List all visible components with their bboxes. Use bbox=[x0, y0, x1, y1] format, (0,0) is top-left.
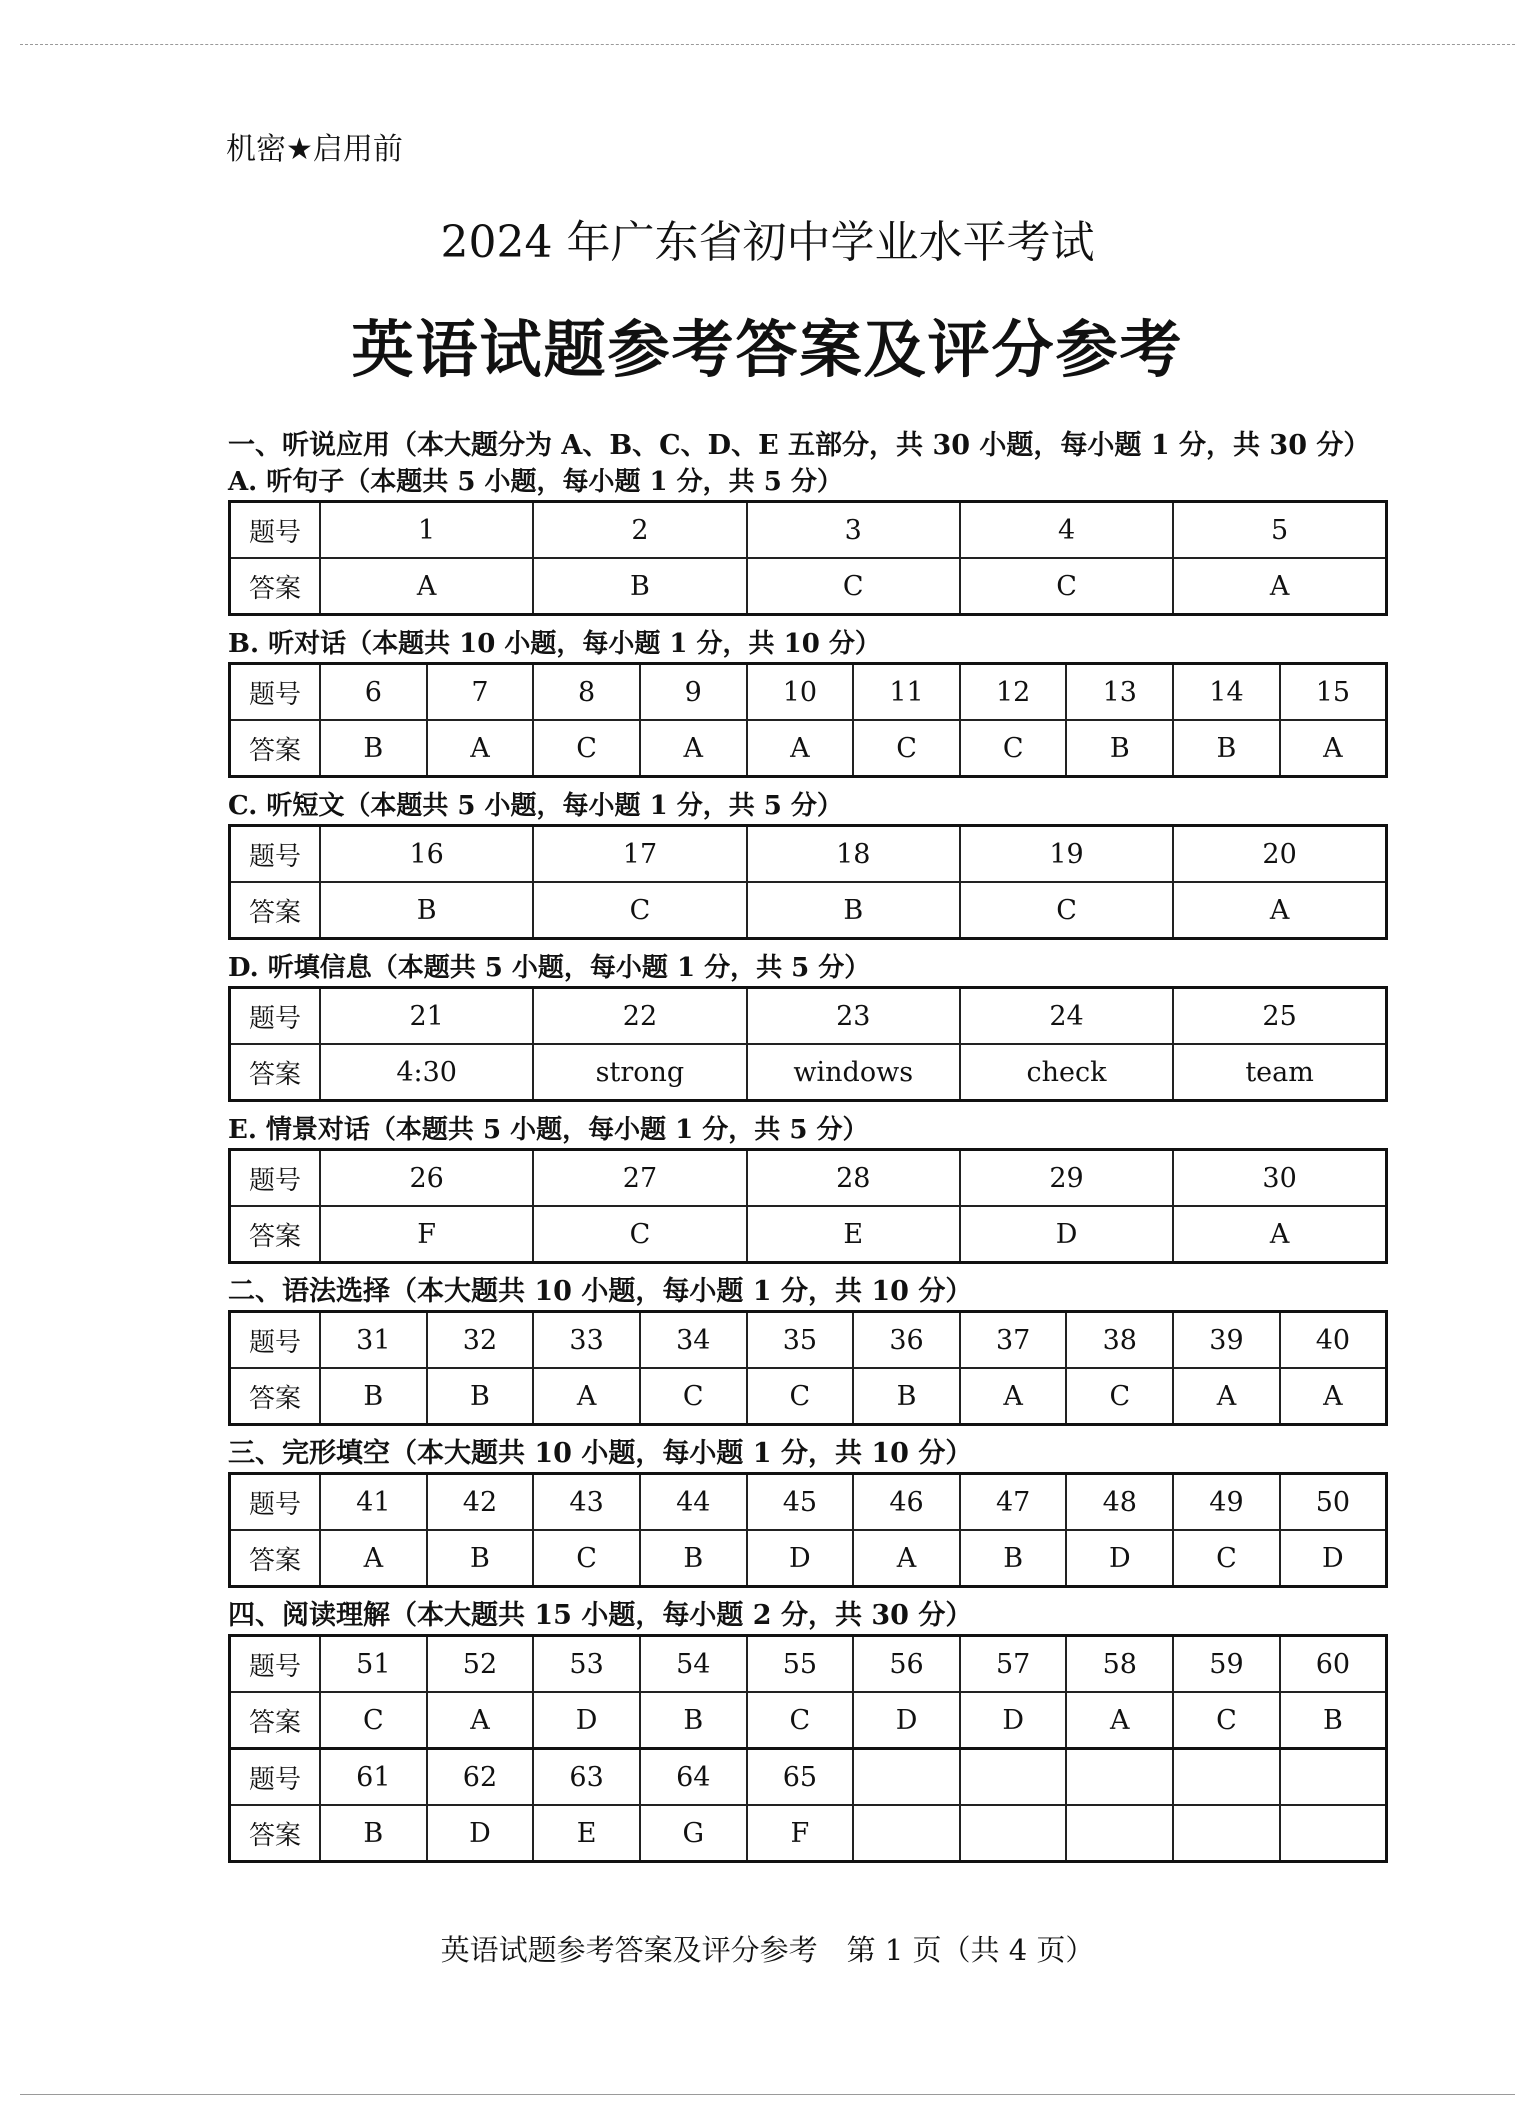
question-row bbox=[230, 1474, 1387, 1531]
row-label: 答案 bbox=[230, 882, 321, 939]
part-d-heading: D. 听填信息（本题共 5 小题，每小题 1 分，共 5 分） bbox=[228, 953, 871, 983]
answer-cell: C bbox=[1173, 1530, 1280, 1587]
row-label: 答案 bbox=[230, 1044, 321, 1101]
answer-row bbox=[230, 1044, 1387, 1101]
question-number-cell bbox=[960, 1749, 1067, 1806]
question-row bbox=[230, 1312, 1387, 1369]
row-label: 题号 bbox=[230, 664, 321, 721]
question-number-cell: 37 bbox=[960, 1312, 1067, 1369]
row-label: 题号 bbox=[230, 1749, 321, 1806]
question-number-cell: 1 bbox=[320, 502, 533, 559]
question-number-cell: 63 bbox=[533, 1749, 640, 1806]
answer-cell: A bbox=[1173, 1206, 1386, 1263]
question-number-cell: 34 bbox=[640, 1312, 747, 1369]
answer-cell: B bbox=[747, 882, 960, 939]
question-row bbox=[230, 988, 1387, 1045]
document-title: 英语试题参考答案及评分参考 bbox=[351, 313, 1184, 386]
answer-cell: F bbox=[320, 1206, 533, 1263]
question-number-cell: 53 bbox=[533, 1636, 640, 1693]
answer-cell: G bbox=[640, 1805, 747, 1862]
question-number-cell: 23 bbox=[747, 988, 960, 1045]
question-number-cell: 40 bbox=[1280, 1312, 1387, 1369]
answer-cell: A bbox=[320, 558, 533, 615]
question-number-cell: 43 bbox=[533, 1474, 640, 1531]
section-1-heading: 一、听说应用（本大题分为 A、B、C、D、E 五部分，共 30 小题，每小题 1 分，共 30 分） bbox=[228, 430, 1371, 461]
answer-cell: E bbox=[533, 1805, 640, 1862]
question-number-cell: 45 bbox=[747, 1474, 854, 1531]
answer-cell: B bbox=[1280, 1692, 1387, 1749]
question-number-cell: 19 bbox=[960, 826, 1173, 883]
row-label: 题号 bbox=[230, 1474, 321, 1531]
row-label: 题号 bbox=[230, 988, 321, 1045]
section-4-answer-table bbox=[228, 1634, 1388, 1863]
question-number-cell: 11 bbox=[853, 664, 960, 721]
answer-cell: D bbox=[1066, 1530, 1173, 1587]
answer-cell bbox=[1173, 1805, 1280, 1862]
answer-cell: 4:30 bbox=[320, 1044, 533, 1101]
section-2-heading: 二、语法选择（本大题共 10 小题，每小题 1 分，共 10 分） bbox=[228, 1276, 973, 1307]
question-number-cell: 60 bbox=[1280, 1636, 1387, 1693]
answer-cell: D bbox=[960, 1206, 1173, 1263]
top-scan-rule bbox=[20, 44, 1515, 45]
answer-cell: A bbox=[1280, 720, 1387, 777]
question-number-cell: 39 bbox=[1173, 1312, 1280, 1369]
question-number-cell: 13 bbox=[1066, 664, 1173, 721]
answer-cell: windows bbox=[747, 1044, 960, 1101]
part-d-answer-table bbox=[228, 986, 1388, 1102]
question-number-cell: 18 bbox=[747, 826, 960, 883]
question-number-cell: 25 bbox=[1173, 988, 1386, 1045]
row-label: 题号 bbox=[230, 826, 321, 883]
answer-cell: A bbox=[1066, 1692, 1173, 1749]
question-number-cell: 8 bbox=[533, 664, 640, 721]
question-number-cell: 58 bbox=[1066, 1636, 1173, 1693]
question-number-cell: 62 bbox=[427, 1749, 534, 1806]
question-number-cell: 38 bbox=[1066, 1312, 1173, 1369]
answer-cell: B bbox=[320, 882, 533, 939]
answer-cell bbox=[960, 1805, 1067, 1862]
answer-cell: B bbox=[640, 1692, 747, 1749]
row-label: 题号 bbox=[230, 502, 321, 559]
answer-cell: strong bbox=[533, 1044, 746, 1101]
confidential-label: 机密★启用前 bbox=[226, 132, 403, 167]
question-number-cell: 7 bbox=[427, 664, 534, 721]
answer-cell: C bbox=[533, 1530, 640, 1587]
question-number-cell: 22 bbox=[533, 988, 746, 1045]
part-b-heading: B. 听对话（本题共 10 小题，每小题 1 分，共 10 分） bbox=[228, 629, 881, 659]
answer-cell: A bbox=[533, 1368, 640, 1425]
answer-cell: C bbox=[853, 720, 960, 777]
row-label: 题号 bbox=[230, 1312, 321, 1369]
row-label: 答案 bbox=[230, 1692, 321, 1749]
question-number-cell: 24 bbox=[960, 988, 1173, 1045]
question-number-cell: 56 bbox=[853, 1636, 960, 1693]
answer-row bbox=[230, 1692, 1387, 1749]
answer-cell: D bbox=[427, 1805, 534, 1862]
section-2-answer-table bbox=[228, 1310, 1388, 1426]
question-number-cell: 10 bbox=[747, 664, 854, 721]
answer-cell bbox=[1066, 1805, 1173, 1862]
question-number-cell: 30 bbox=[1173, 1150, 1386, 1207]
answer-cell: D bbox=[1280, 1530, 1387, 1587]
part-e-heading: E. 情景对话（本题共 5 小题，每小题 1 分，共 5 分） bbox=[228, 1115, 869, 1145]
answer-cell: C bbox=[747, 1692, 854, 1749]
answer-cell: check bbox=[960, 1044, 1173, 1101]
answer-cell: team bbox=[1173, 1044, 1386, 1101]
answer-cell: F bbox=[747, 1805, 854, 1862]
question-row bbox=[230, 502, 1387, 559]
answer-cell: C bbox=[1066, 1368, 1173, 1425]
question-number-cell: 31 bbox=[320, 1312, 427, 1369]
answer-cell bbox=[853, 1805, 960, 1862]
question-number-cell: 48 bbox=[1066, 1474, 1173, 1531]
question-number-cell: 16 bbox=[320, 826, 533, 883]
answer-cell: C bbox=[533, 1206, 746, 1263]
answer-row bbox=[230, 1206, 1387, 1263]
row-label: 答案 bbox=[230, 720, 321, 777]
row-label: 答案 bbox=[230, 1805, 321, 1862]
question-row bbox=[230, 826, 1387, 883]
question-number-cell: 35 bbox=[747, 1312, 854, 1369]
answer-cell: B bbox=[853, 1368, 960, 1425]
part-a-answer-table bbox=[228, 500, 1388, 616]
answer-cell: A bbox=[640, 720, 747, 777]
answer-cell: A bbox=[1173, 558, 1386, 615]
answer-cell: C bbox=[960, 558, 1173, 615]
answer-row bbox=[230, 1530, 1387, 1587]
answer-cell: B bbox=[427, 1368, 534, 1425]
row-label: 答案 bbox=[230, 1368, 321, 1425]
question-number-cell: 9 bbox=[640, 664, 747, 721]
answer-cell: C bbox=[533, 720, 640, 777]
question-number-cell bbox=[853, 1749, 960, 1806]
answer-cell: A bbox=[1280, 1368, 1387, 1425]
question-number-cell: 49 bbox=[1173, 1474, 1280, 1531]
answer-cell: B bbox=[1173, 720, 1280, 777]
answer-content bbox=[228, 428, 1388, 1873]
bottom-scan-rule bbox=[20, 2094, 1515, 2095]
question-row bbox=[230, 1150, 1387, 1207]
question-number-cell: 6 bbox=[320, 664, 427, 721]
answer-row bbox=[230, 720, 1387, 777]
section-3-heading: 三、完形填空（本大题共 10 小题，每小题 1 分，共 10 分） bbox=[228, 1438, 973, 1469]
question-number-cell: 54 bbox=[640, 1636, 747, 1693]
answer-cell: D bbox=[960, 1692, 1067, 1749]
section-4-heading: 四、阅读理解（本大题共 15 小题，每小题 2 分，共 30 分） bbox=[228, 1600, 973, 1631]
row-label: 答案 bbox=[230, 558, 321, 615]
question-number-cell: 44 bbox=[640, 1474, 747, 1531]
answer-cell: A bbox=[427, 1692, 534, 1749]
question-row bbox=[230, 664, 1387, 721]
question-number-cell: 21 bbox=[320, 988, 533, 1045]
answer-cell: C bbox=[320, 1692, 427, 1749]
question-number-cell: 42 bbox=[427, 1474, 534, 1531]
answer-cell: A bbox=[1173, 1368, 1280, 1425]
question-number-cell: 15 bbox=[1280, 664, 1387, 721]
question-row bbox=[230, 1636, 1387, 1693]
question-number-cell: 20 bbox=[1173, 826, 1386, 883]
question-number-cell: 46 bbox=[853, 1474, 960, 1531]
answer-cell: B bbox=[640, 1530, 747, 1587]
question-number-cell: 64 bbox=[640, 1749, 747, 1806]
question-number-cell: 65 bbox=[747, 1749, 854, 1806]
question-number-cell: 57 bbox=[960, 1636, 1067, 1693]
question-number-cell: 51 bbox=[320, 1636, 427, 1693]
answer-cell: C bbox=[747, 558, 960, 615]
answer-cell: A bbox=[1173, 882, 1386, 939]
question-number-cell bbox=[1280, 1749, 1387, 1806]
question-number-cell bbox=[1173, 1749, 1280, 1806]
question-number-cell: 52 bbox=[427, 1636, 534, 1693]
answer-cell: B bbox=[320, 1805, 427, 1862]
answer-cell: A bbox=[427, 720, 534, 777]
answer-cell: B bbox=[1066, 720, 1173, 777]
question-number-cell: 32 bbox=[427, 1312, 534, 1369]
question-row bbox=[230, 1749, 1387, 1806]
section-3-answer-table bbox=[228, 1472, 1388, 1588]
question-number-cell: 2 bbox=[533, 502, 746, 559]
question-number-cell: 12 bbox=[960, 664, 1067, 721]
answer-cell: A bbox=[853, 1530, 960, 1587]
question-number-cell: 17 bbox=[533, 826, 746, 883]
part-c-heading: C. 听短文（本题共 5 小题，每小题 1 分，共 5 分） bbox=[228, 791, 843, 821]
row-label: 题号 bbox=[230, 1636, 321, 1693]
part-e-answer-table bbox=[228, 1148, 1388, 1264]
question-number-cell: 3 bbox=[747, 502, 960, 559]
question-number-cell: 28 bbox=[747, 1150, 960, 1207]
row-label: 答案 bbox=[230, 1530, 321, 1587]
question-number-cell: 33 bbox=[533, 1312, 640, 1369]
answer-cell: C bbox=[533, 882, 746, 939]
answer-cell: B bbox=[427, 1530, 534, 1587]
answer-cell: C bbox=[960, 882, 1173, 939]
answer-cell: B bbox=[320, 1368, 427, 1425]
question-number-cell: 36 bbox=[853, 1312, 960, 1369]
page-footer: 英语试题参考答案及评分参考 第 1 页（共 4 页） bbox=[440, 1933, 1095, 1967]
answer-cell: D bbox=[533, 1692, 640, 1749]
question-number-cell: 59 bbox=[1173, 1636, 1280, 1693]
answer-cell: A bbox=[960, 1368, 1067, 1425]
question-number-cell: 27 bbox=[533, 1150, 746, 1207]
question-number-cell: 50 bbox=[1280, 1474, 1387, 1531]
question-number-cell: 61 bbox=[320, 1749, 427, 1806]
answer-cell: A bbox=[747, 720, 854, 777]
answer-cell: B bbox=[320, 720, 427, 777]
answer-cell bbox=[1280, 1805, 1387, 1862]
answer-row bbox=[230, 558, 1387, 615]
part-a-heading: A. 听句子（本题共 5 小题，每小题 1 分，共 5 分） bbox=[228, 467, 843, 497]
answer-cell: C bbox=[960, 720, 1067, 777]
question-number-cell: 26 bbox=[320, 1150, 533, 1207]
row-label: 题号 bbox=[230, 1150, 321, 1207]
question-number-cell: 55 bbox=[747, 1636, 854, 1693]
question-number-cell: 5 bbox=[1173, 502, 1386, 559]
answer-cell: C bbox=[747, 1368, 854, 1425]
question-number-cell: 41 bbox=[320, 1474, 427, 1531]
question-number-cell bbox=[1066, 1749, 1173, 1806]
answer-row bbox=[230, 882, 1387, 939]
row-label: 答案 bbox=[230, 1206, 321, 1263]
answer-cell: D bbox=[747, 1530, 854, 1587]
part-b-answer-table bbox=[228, 662, 1388, 778]
question-number-cell: 47 bbox=[960, 1474, 1067, 1531]
answer-cell: D bbox=[853, 1692, 960, 1749]
part-c-answer-table bbox=[228, 824, 1388, 940]
question-number-cell: 14 bbox=[1173, 664, 1280, 721]
answer-cell: C bbox=[640, 1368, 747, 1425]
question-number-cell: 4 bbox=[960, 502, 1173, 559]
exam-title: 2024 年广东省初中学业水平考试 bbox=[440, 217, 1095, 268]
answer-cell: B bbox=[960, 1530, 1067, 1587]
answer-row bbox=[230, 1805, 1387, 1862]
question-number-cell: 29 bbox=[960, 1150, 1173, 1207]
answer-cell: C bbox=[1173, 1692, 1280, 1749]
answer-cell: A bbox=[320, 1530, 427, 1587]
answer-row bbox=[230, 1368, 1387, 1425]
answer-cell: E bbox=[747, 1206, 960, 1263]
answer-cell: B bbox=[533, 558, 746, 615]
